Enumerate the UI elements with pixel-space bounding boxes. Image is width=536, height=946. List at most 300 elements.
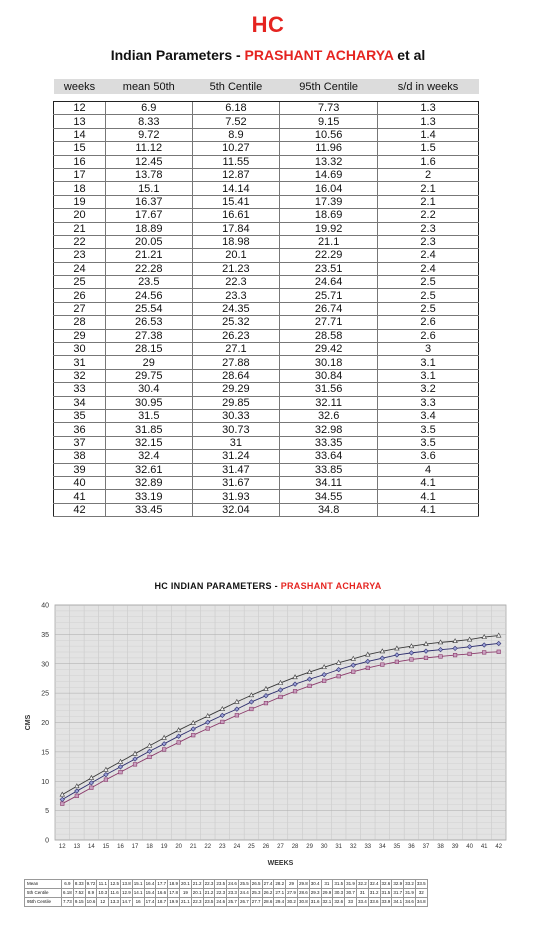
x-tick-label: 13 — [73, 844, 81, 850]
table-cell: 2.4 — [378, 249, 479, 262]
table-cell: 34 — [54, 396, 106, 409]
table-cell: 6.9 — [105, 102, 192, 115]
data-point-square — [351, 670, 355, 674]
table-cell: 25.32 — [192, 316, 280, 329]
data-table-cell: 31.9 — [345, 880, 357, 889]
data-table-cell: 30.4 — [309, 880, 321, 889]
data-table-cell: 32.9 — [392, 880, 404, 889]
data-table-cell: 15.4 — [144, 889, 156, 898]
table-row — [54, 463, 479, 476]
table-row — [54, 222, 479, 235]
data-table-cell: 23.5 — [203, 898, 215, 907]
data-table-cell: 31.2 — [368, 889, 380, 898]
table-cell: 24.35 — [192, 302, 280, 315]
data-point-square — [133, 763, 137, 767]
x-tick-label: 23 — [218, 844, 226, 850]
data-table-cell: 16.4 — [144, 880, 156, 889]
data-table-cell: 31.9 — [404, 889, 416, 898]
page-subtitle — [0, 47, 536, 63]
data-table-cell: 28.6 — [262, 898, 274, 907]
chart-title-author: PRASHANT ACHARYA — [280, 581, 382, 591]
table-row — [54, 115, 479, 128]
table-cell: 28.15 — [105, 343, 192, 356]
table-cell: 2.3 — [378, 222, 479, 235]
table-cell: 32.61 — [105, 463, 192, 476]
table-cell: 31.24 — [192, 450, 280, 463]
table-cell: 2.1 — [378, 195, 479, 208]
table-cell: 42 — [54, 503, 106, 516]
table-cell: 13 — [54, 115, 106, 128]
chart-title-prefix: HC INDIAN PARAMETERS - — [154, 581, 281, 591]
x-tick-label: 38 — [437, 844, 444, 850]
data-table-cell: 14.1 — [132, 889, 144, 898]
data-table-cell: 34.6 — [404, 898, 416, 907]
table-cell: 2.5 — [378, 302, 479, 315]
table-cell: 16.04 — [280, 182, 378, 195]
table-cell: 30.73 — [192, 423, 280, 436]
table-cell: 3.5 — [378, 423, 479, 436]
table-row — [54, 369, 479, 382]
data-table-cell: 32.4 — [368, 880, 380, 889]
x-tick-label: 16 — [117, 844, 124, 850]
y-tick-label: 0 — [45, 837, 49, 845]
table-cell: 2 — [378, 168, 479, 181]
table-cell: 38 — [54, 450, 106, 463]
table-cell: 28 — [54, 316, 106, 329]
data-table-cell: 32.1 — [321, 898, 333, 907]
table-cell: 29.75 — [105, 369, 192, 382]
data-point-square — [119, 770, 123, 774]
table-row — [54, 329, 479, 342]
table-row — [54, 209, 479, 222]
data-table-cell: 26.2 — [262, 889, 274, 898]
table-body — [54, 94, 479, 517]
subtitle-prefix: Indian Parameters - — [110, 47, 245, 63]
data-point-square — [60, 802, 64, 806]
data-table-cell: 17.4 — [144, 898, 156, 907]
table-cell: 4 — [378, 463, 479, 476]
data-table-cell: 11.1 — [97, 880, 109, 889]
data-table-cell: 15.1 — [132, 880, 144, 889]
data-table-cell: 29 — [286, 880, 298, 889]
data-table-series-label: 5th Centile — [25, 889, 62, 898]
table-cell: 11.55 — [192, 155, 280, 168]
data-table-cell: 33.5 — [415, 880, 427, 889]
table-cell: 26.74 — [280, 302, 378, 315]
table-cell: 30.95 — [105, 396, 192, 409]
table-row — [54, 409, 479, 422]
table-cell: 31 — [192, 436, 280, 449]
table-cell: 21.1 — [280, 235, 378, 248]
data-table-cell: 32.2 — [356, 880, 368, 889]
data-point-square — [322, 679, 326, 683]
table-cell: 33.45 — [105, 503, 192, 516]
table-cell: 23 — [54, 249, 106, 262]
table-spacer-row — [54, 94, 479, 102]
table-row — [54, 476, 479, 489]
table-cell: 11.96 — [280, 142, 378, 155]
data-table-cell: 34.8 — [415, 898, 427, 907]
table-cell: 30 — [54, 343, 106, 356]
table-row — [54, 383, 479, 396]
table-cell: 37 — [54, 436, 106, 449]
x-tick-label: 21 — [189, 844, 197, 850]
x-tick-label: 14 — [88, 844, 95, 850]
y-tick-label: 25 — [41, 690, 49, 698]
table-cell: 16.37 — [105, 195, 192, 208]
data-table-cell: 32.6 — [333, 898, 345, 907]
x-tick-label: 42 — [495, 844, 503, 850]
table-row — [54, 155, 479, 168]
data-table-cell: 25.5 — [238, 880, 250, 889]
data-table-cell: 13.3 — [109, 898, 121, 907]
data-table-cell: 10.3 — [97, 889, 109, 898]
data-point-square — [177, 741, 181, 745]
hc-parameters-table — [53, 79, 479, 517]
y-tick-label: 35 — [41, 631, 49, 639]
table-row — [54, 503, 479, 516]
data-point-square — [482, 651, 486, 655]
table-cell: 11.12 — [105, 142, 192, 155]
data-point-square — [279, 695, 283, 699]
table-cell: 26.53 — [105, 316, 192, 329]
data-table-series-label: Mean — [25, 880, 62, 889]
data-table-cell: 18.7 — [156, 898, 168, 907]
table-cell: 3.6 — [378, 450, 479, 463]
table-cell: 16.61 — [192, 209, 280, 222]
data-table-cell: 27.7 — [250, 898, 262, 907]
table-cell: 30.18 — [280, 356, 378, 369]
table-cell: 33.85 — [280, 463, 378, 476]
table-cell: 3.4 — [378, 409, 479, 422]
table-cell: 14.14 — [192, 182, 280, 195]
data-table-cell: 21.1 — [179, 898, 191, 907]
data-table-cell: 8.9 — [85, 889, 97, 898]
data-table-cell: 26.5 — [250, 880, 262, 889]
table-cell: 29.85 — [192, 396, 280, 409]
table-cell: 27.71 — [280, 316, 378, 329]
table-cell: 29 — [54, 329, 106, 342]
x-tick-label: 36 — [408, 844, 415, 850]
table-cell: 4.1 — [378, 476, 479, 489]
table-cell: 19.92 — [280, 222, 378, 235]
data-table-cell: 30.3 — [333, 889, 345, 898]
table-cell: 23.3 — [192, 289, 280, 302]
table-cell: 21 — [54, 222, 106, 235]
column-header: mean 50th — [105, 79, 192, 94]
data-table-cell: 33 — [345, 898, 357, 907]
table-cell: 27.38 — [105, 329, 192, 342]
data-table-cell: 12.9 — [120, 889, 132, 898]
table-row — [54, 195, 479, 208]
data-point-square — [206, 727, 210, 731]
x-tick-label: 37 — [422, 844, 430, 850]
data-table-cell: 23.5 — [215, 880, 227, 889]
data-table-cell: 24.4 — [238, 889, 250, 898]
table-cell: 30.33 — [192, 409, 280, 422]
x-tick-label: 40 — [466, 844, 473, 850]
table-cell: 1.4 — [378, 128, 479, 141]
table-cell: 10.27 — [192, 142, 280, 155]
data-table-cell: 33.6 — [368, 898, 380, 907]
table-row — [54, 102, 479, 115]
data-table-cell: 9.15 — [73, 898, 85, 907]
data-table-cell: 22.3 — [215, 889, 227, 898]
table-row — [54, 262, 479, 275]
table-row — [54, 289, 479, 302]
data-point-square — [410, 658, 414, 662]
data-point-square — [75, 794, 79, 798]
data-table-series-label: 95th Centile — [25, 898, 62, 907]
table-cell: 18.98 — [192, 235, 280, 248]
table-cell: 31.5 — [105, 409, 192, 422]
table-cell: 39 — [54, 463, 106, 476]
data-point-square — [453, 653, 457, 657]
data-point-square — [221, 720, 225, 724]
table-row — [54, 343, 479, 356]
data-table-cell: 16 — [132, 898, 144, 907]
x-tick-label: 24 — [233, 844, 241, 850]
data-table-cell: 21.2 — [191, 880, 203, 889]
table-cell: 2.6 — [378, 316, 479, 329]
table-row — [54, 235, 479, 248]
data-table-cell: 33.2 — [404, 880, 416, 889]
table-cell: 24 — [54, 262, 106, 275]
data-table-cell: 32 — [415, 889, 427, 898]
data-table-cell: 31.5 — [333, 880, 345, 889]
table-cell: 34.55 — [280, 490, 378, 503]
table-cell: 22 — [54, 235, 106, 248]
table-cell: 4.1 — [378, 490, 479, 503]
table-cell: 17.67 — [105, 209, 192, 222]
table-cell: 32.4 — [105, 450, 192, 463]
table-cell: 33.35 — [280, 436, 378, 449]
table-cell: 29 — [105, 356, 192, 369]
y-tick-label: 5 — [45, 808, 49, 816]
table-cell: 22.28 — [105, 262, 192, 275]
x-tick-label: 30 — [320, 844, 328, 850]
table-cell: 20.05 — [105, 235, 192, 248]
table-cell: 3 — [378, 343, 479, 356]
data-point-square — [293, 689, 297, 693]
data-table-cell: 26.7 — [238, 898, 250, 907]
table-cell: 17 — [54, 168, 106, 181]
table-cell: 27.88 — [192, 356, 280, 369]
table-cell: 2.4 — [378, 262, 479, 275]
table-cell: 32.89 — [105, 476, 192, 489]
table-cell: 2.2 — [378, 209, 479, 222]
table-row — [54, 302, 479, 315]
data-table-cell: 17.8 — [168, 889, 180, 898]
data-table-cell: 12 — [97, 898, 109, 907]
table-cell: 25.54 — [105, 302, 192, 315]
table-cell: 31.67 — [192, 476, 280, 489]
x-tick-label: 28 — [291, 844, 299, 850]
x-tick-label: 25 — [248, 844, 255, 850]
data-table-cell: 24.6 — [215, 898, 227, 907]
table-row — [54, 182, 479, 195]
y-tick-label: 15 — [41, 749, 49, 757]
data-point-square — [264, 701, 268, 705]
data-point-square — [395, 660, 399, 664]
data-table-cell: 28.2 — [274, 880, 286, 889]
data-table-cell: 6.9 — [62, 880, 74, 889]
table-row — [54, 168, 479, 181]
table-cell: 1.3 — [378, 102, 479, 115]
table-cell: 14 — [54, 128, 106, 141]
table-cell: 31.56 — [280, 383, 378, 396]
data-table-cell: 32.6 — [380, 880, 392, 889]
table-cell: 26.23 — [192, 329, 280, 342]
data-point-square — [381, 663, 385, 667]
data-point-square — [439, 655, 443, 659]
data-table-cell: 27.1 — [274, 889, 286, 898]
y-tick-label: 30 — [41, 661, 49, 669]
data-table-cell: 31.7 — [392, 889, 404, 898]
x-axis-label: WEEKS — [267, 860, 294, 867]
data-table-cell: 31 — [356, 889, 368, 898]
x-tick-label: 35 — [393, 844, 401, 850]
data-table-cell: 21.2 — [203, 889, 215, 898]
table-row — [54, 396, 479, 409]
data-table-row — [25, 880, 428, 889]
table-cell: 33.64 — [280, 450, 378, 463]
table-cell: 3.5 — [378, 436, 479, 449]
data-table-cell: 22.3 — [203, 880, 215, 889]
x-tick-label: 18 — [146, 844, 153, 850]
data-table-cell: 13.8 — [120, 880, 132, 889]
table-cell: 25.71 — [280, 289, 378, 302]
table-cell: 22.3 — [192, 276, 280, 289]
table-cell: 20.1 — [192, 249, 280, 262]
table-cell: 20 — [54, 209, 106, 222]
x-tick-label: 39 — [451, 844, 459, 850]
data-table-cell: 28.6 — [297, 889, 309, 898]
table-cell: 12.45 — [105, 155, 192, 168]
data-point-square — [148, 755, 152, 759]
table-cell: 33.19 — [105, 490, 192, 503]
data-table-cell: 30.8 — [297, 898, 309, 907]
table-cell: 33 — [54, 383, 106, 396]
table-cell: 3.2 — [378, 383, 479, 396]
column-header: s/d in weeks — [378, 79, 479, 94]
x-tick-label: 33 — [364, 844, 372, 850]
data-point-square — [424, 656, 428, 660]
table-cell: 13.78 — [105, 168, 192, 181]
data-table-cell: 29.8 — [297, 880, 309, 889]
data-table-cell: 33.4 — [356, 898, 368, 907]
table-cell: 9.15 — [280, 115, 378, 128]
table-cell: 13.32 — [280, 155, 378, 168]
table-row — [54, 276, 479, 289]
data-table-cell: 30.2 — [286, 898, 298, 907]
x-tick-label: 34 — [378, 844, 386, 850]
table-cell: 29.29 — [192, 383, 280, 396]
data-point-square — [235, 713, 239, 717]
data-table-row — [25, 889, 428, 898]
data-table-row — [25, 898, 428, 907]
table-cell: 31 — [54, 356, 106, 369]
data-table-cell: 25.7 — [227, 898, 239, 907]
data-point-square — [104, 778, 108, 782]
table-cell: 3.1 — [378, 356, 479, 369]
page-title: HC — [251, 12, 285, 37]
data-table-cell: 19 — [179, 889, 191, 898]
table-cell: 18.89 — [105, 222, 192, 235]
table-cell: 18 — [54, 182, 106, 195]
chart-title — [0, 581, 536, 591]
table-row — [54, 316, 479, 329]
table-row — [54, 490, 479, 503]
table-row — [54, 356, 479, 369]
data-point-square — [497, 650, 501, 654]
x-tick-label: 17 — [131, 844, 139, 850]
data-point-square — [90, 786, 94, 790]
data-table-cell: 17.7 — [156, 880, 168, 889]
table-row — [54, 450, 479, 463]
data-table-cell: 31.5 — [380, 889, 392, 898]
table-cell: 15 — [54, 142, 106, 155]
table-cell: 21.23 — [192, 262, 280, 275]
table-cell: 32.6 — [280, 409, 378, 422]
data-table-cell: 29.9 — [321, 889, 333, 898]
table-cell: 4.1 — [378, 503, 479, 516]
x-tick-label: 26 — [262, 844, 270, 850]
table-cell: 31.85 — [105, 423, 192, 436]
table-cell: 41 — [54, 490, 106, 503]
table-cell: 29.42 — [280, 343, 378, 356]
column-header: 95th Centile — [280, 79, 378, 94]
table-cell: 28.64 — [192, 369, 280, 382]
x-tick-label: 29 — [306, 844, 313, 850]
table-cell: 3.3 — [378, 396, 479, 409]
table-row — [54, 249, 479, 262]
data-point-square — [162, 748, 166, 752]
data-table-cell: 23.3 — [227, 889, 239, 898]
table-cell: 2.5 — [378, 289, 479, 302]
table-row — [54, 142, 479, 155]
table-cell: 12.87 — [192, 168, 280, 181]
table-cell: 7.73 — [280, 102, 378, 115]
column-header: 5th Centile — [192, 79, 280, 94]
table-cell: 3.1 — [378, 369, 479, 382]
table-cell: 34.8 — [280, 503, 378, 516]
table-cell: 25 — [54, 276, 106, 289]
table-cell: 26 — [54, 289, 106, 302]
table-cell: 2.1 — [378, 182, 479, 195]
table-cell: 23.51 — [280, 262, 378, 275]
hc-line-chart — [0, 595, 536, 880]
y-axis-label: CMS — [25, 714, 32, 731]
data-point-square — [250, 707, 254, 711]
data-table-cell: 30.7 — [345, 889, 357, 898]
table-cell: 32.04 — [192, 503, 280, 516]
x-tick-label: 27 — [277, 844, 284, 850]
table-cell: 2.6 — [378, 329, 479, 342]
data-table-cell: 14.7 — [120, 898, 132, 907]
x-tick-label: 22 — [204, 844, 212, 850]
table-cell: 12 — [54, 102, 106, 115]
table-row — [54, 436, 479, 449]
table-cell: 28.58 — [280, 329, 378, 342]
data-table-cell: 31 — [321, 880, 333, 889]
y-tick-label: 20 — [41, 720, 49, 727]
table-header-row — [54, 79, 479, 94]
table-cell: 10.56 — [280, 128, 378, 141]
data-point-square — [468, 652, 472, 656]
table-cell: 9.72 — [105, 128, 192, 141]
data-point-square — [337, 674, 341, 678]
